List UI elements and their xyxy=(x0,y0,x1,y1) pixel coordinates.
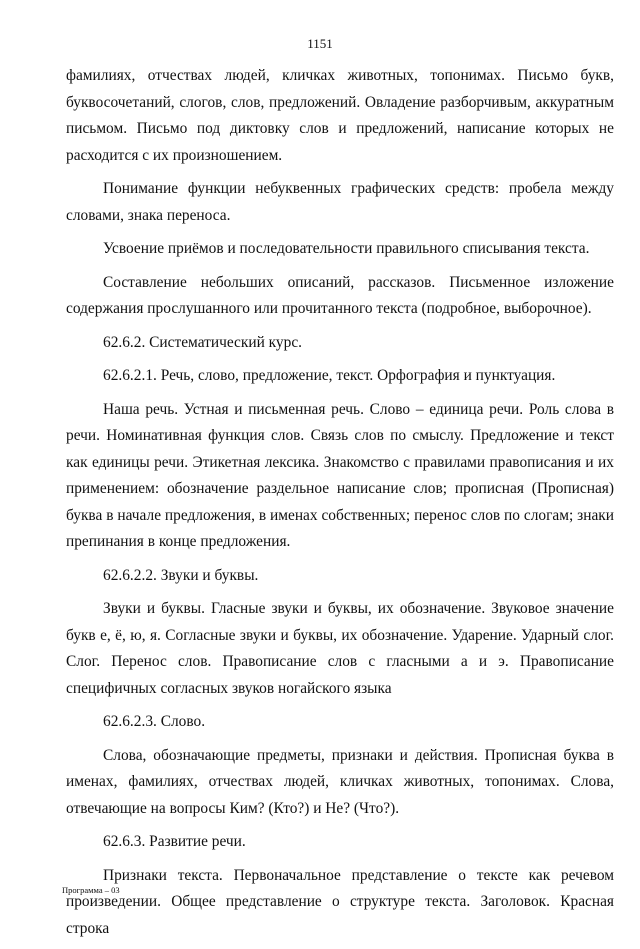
document-body xyxy=(66,63,614,949)
paragraph: Понимание функции небуквенных графических средств: пробела между словами, знака переноса. xyxy=(66,180,614,224)
page-footer: Программа – 03 xyxy=(62,885,120,895)
paragraph: Составление небольших описаний, рассказов. Письменное изложение содержания прослушанного или прочитанного текста (подробное, выборочное). xyxy=(66,273,614,317)
paragraph: фамилиях, отчествах людей, кличках животных, топонимах. Письмо букв, буквосочетаний, слогов, слов, предложений. Овладение разборчивым, аккуратным письмом. Письмо под диктовку слов и предложений, написание которых не расходится с их произношением. xyxy=(66,67,614,164)
paragraph: Усвоение приёмов и последовательности правильного списывания текста. xyxy=(103,240,590,257)
paragraph: 62.6.2.1. Речь, слово, предложение, текст. Орфография и пунктуация. xyxy=(103,367,556,384)
paragraph: Наша речь. Устная и письменная речь. Слово – единица речи. Роль слова в речи. Номинативная функция слов. Связь слов по смыслу. Предложение и текст как единицы речи. Этикетная лексика. Знакомство с правилами правописания и их применением: обозначение раздельное написание слов; прописная (Прописная) буква в начале предложения, в именах собственных; перенос слов по слогам; знаки препинания в конце предложения. xyxy=(66,400,614,550)
paragraph: 62.6.2.2. Звуки и буквы. xyxy=(103,566,259,584)
page-number: 1151 xyxy=(307,36,333,51)
paragraph: Признаки текста. Первоначальное представление о тексте как речевом произведении. Общее представление о структуре текста. Заголовок. Красная строка xyxy=(66,866,614,937)
paragraph: 62.6.2.3. Слово. xyxy=(103,713,206,730)
paragraph: Звуки и буквы. Гласные звуки и буквы, их обозначение. Звуковое значение букв е, ё, ю, я. Согласные звуки и буквы, их обозначение. Ударение. Ударный слог. Слог. Перенос слов. Правописание слов с гласными а и э. Правописание специфичных согласных звуков ногайского языка xyxy=(66,600,614,697)
paragraph: 62.6.3. Развитие речи. xyxy=(103,833,246,850)
paragraph: 62.6.2. Систематический курс. xyxy=(103,333,303,351)
paragraph: Слова, обозначающие предметы, признаки и действия. Прописная буква в именах, фамилиях, отчествах людей, кличках животных, топонимах. Слова, отвечающие на вопросы Ким? (Кто?) и Не? (Что?). xyxy=(66,746,614,817)
